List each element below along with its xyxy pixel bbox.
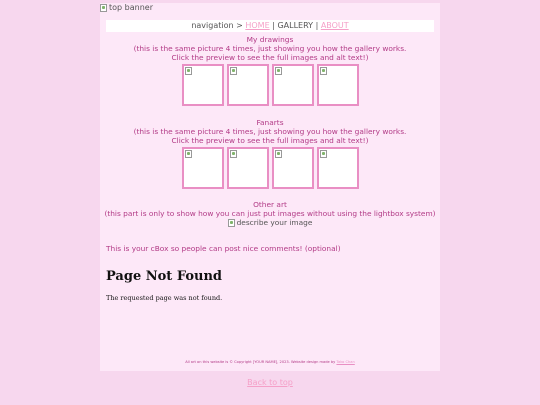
broken-image-icon xyxy=(320,150,327,158)
nav-link-gallery[interactable]: GALLERY xyxy=(277,21,314,30)
fanarts-gallery xyxy=(100,147,440,189)
gallery-thumbnail[interactable] xyxy=(317,147,359,189)
gallery-thumbnail[interactable] xyxy=(272,147,314,189)
gallery-thumbnail[interactable] xyxy=(317,64,359,106)
drawings-hint: Click the preview to see the full images and alt text!) xyxy=(171,53,369,62)
other-art-section xyxy=(100,200,440,227)
other-art-image xyxy=(100,218,440,227)
broken-image-icon xyxy=(185,150,192,158)
other-art-note: (this part is only to show how you can just put images without using the lightbox system) xyxy=(104,209,436,218)
broken-image-icon xyxy=(275,150,282,158)
cbox-placeholder: This is your cBox so people can post nice comments! (optional) xyxy=(106,244,341,253)
fanarts-title: Fanarts xyxy=(256,118,284,127)
gallery-thumbnail[interactable] xyxy=(272,64,314,106)
broken-image-icon xyxy=(228,219,235,227)
gallery-thumbnail[interactable] xyxy=(182,147,224,189)
top-banner-image xyxy=(100,3,153,12)
nav-prefix: navigation > xyxy=(191,21,243,30)
broken-image-icon xyxy=(275,67,282,75)
gallery-thumbnail[interactable] xyxy=(227,147,269,189)
page-not-found-text: The requested page was not found. xyxy=(106,294,223,302)
drawings-title: My drawings xyxy=(246,35,294,44)
broken-image-icon xyxy=(185,67,192,75)
nav-link-about[interactable]: ABOUT xyxy=(320,21,349,30)
drawings-gallery xyxy=(100,64,440,106)
footer-copyright: All art on this website is © Copyright [YOUR NAME], 2023. Website design made by xyxy=(185,360,336,364)
fanarts-hint: Click the preview to see the full images and alt text!) xyxy=(171,136,369,145)
back-to-top-link[interactable]: Back to top xyxy=(247,378,293,387)
other-art-title: Other art xyxy=(253,200,287,209)
back-to-top xyxy=(0,378,540,387)
drawings-section xyxy=(100,35,440,106)
page-not-found-title: Page Not Found xyxy=(106,269,223,284)
navigation-bar xyxy=(106,20,434,32)
footer-credit-link[interactable]: Tako Chan xyxy=(336,360,355,364)
page-container xyxy=(100,3,440,371)
other-art-image-alt: describe your image xyxy=(236,218,313,227)
drawings-note: (this is the same picture 4 times, just showing you how the gallery works. xyxy=(133,44,407,53)
nav-separator: | xyxy=(272,21,275,30)
fanarts-section xyxy=(100,118,440,189)
nav-link-home[interactable]: HOME xyxy=(245,21,270,30)
broken-image-icon xyxy=(230,67,237,75)
footer xyxy=(100,360,440,364)
broken-image-icon xyxy=(100,4,107,12)
fanarts-note: (this is the same picture 4 times, just showing you how the gallery works. xyxy=(133,127,407,136)
gallery-thumbnail[interactable] xyxy=(182,64,224,106)
nav-separator: | xyxy=(315,21,319,30)
broken-image-icon xyxy=(320,67,327,75)
broken-image-icon xyxy=(230,150,237,158)
top-banner-alt: top banner xyxy=(109,3,153,12)
gallery-thumbnail[interactable] xyxy=(227,64,269,106)
